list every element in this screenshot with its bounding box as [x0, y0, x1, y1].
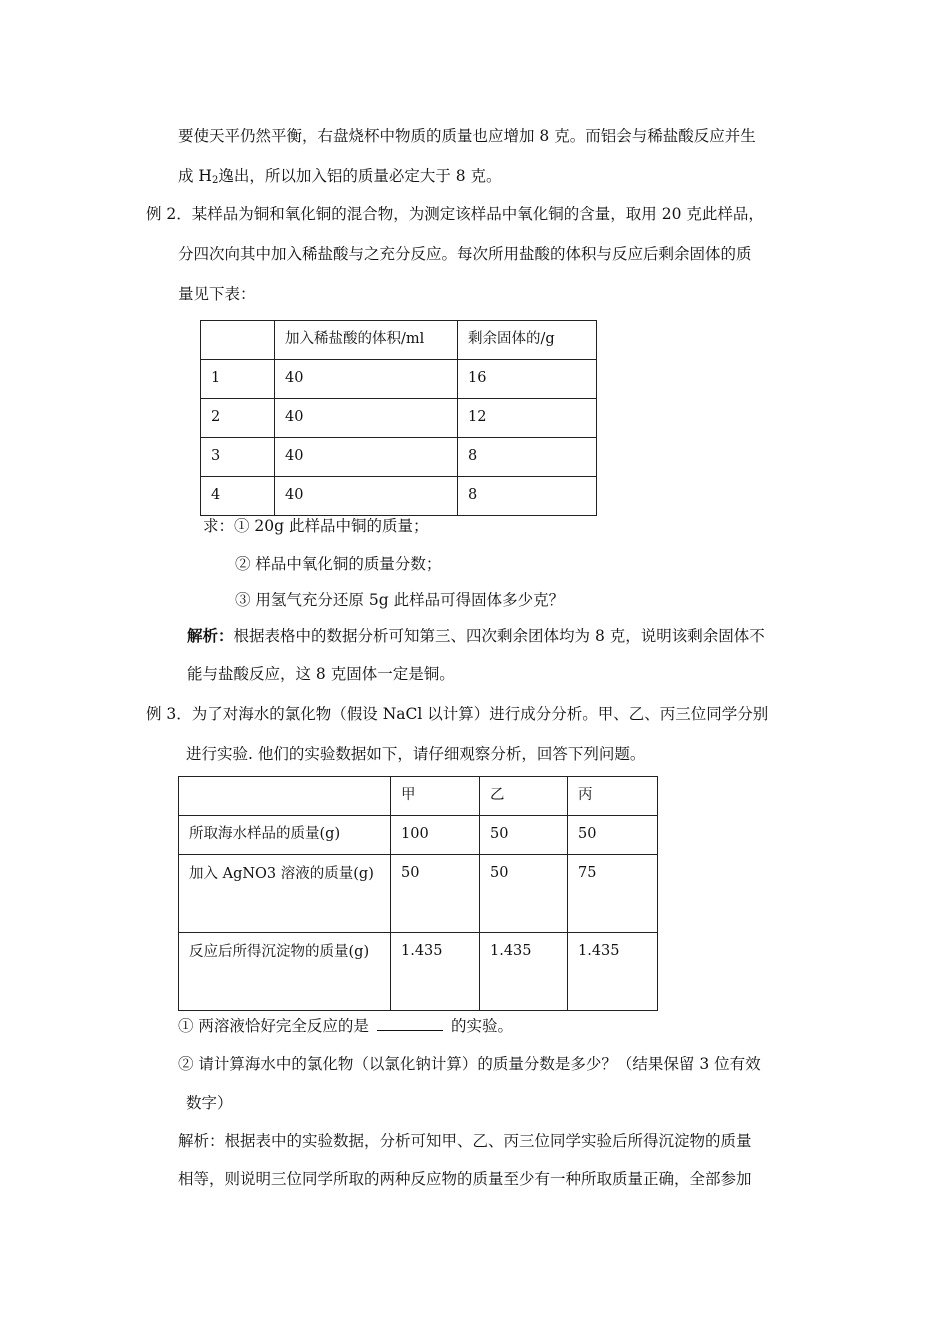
table-cell: 40 — [275, 477, 458, 516]
table-cell: 75 — [568, 855, 658, 933]
table-cell: 50 — [568, 816, 658, 855]
example-2-heading: 例 2．某样品为铜和氧化铜的混合物，为测定该样品中氧化铜的含量，取用 20 克此样品， — [146, 205, 764, 223]
table-cell: 50 — [480, 855, 568, 933]
table-cell: 1 — [201, 360, 275, 399]
table-row — [201, 399, 597, 438]
table-cell: 100 — [391, 816, 480, 855]
analysis-label: 解析： — [187, 626, 234, 645]
table-cell: 40 — [275, 360, 458, 399]
example-2-table — [200, 320, 597, 516]
table-cell: 剩余固体的/g — [458, 321, 597, 360]
question-line: 数字） — [186, 1094, 233, 1112]
table-cell: 8 — [458, 438, 597, 477]
table-cell: 50 — [480, 816, 568, 855]
table-cell — [201, 321, 275, 360]
text-fragment: ① 两溶液恰好完全反应的是 — [178, 1017, 369, 1035]
table-cell: 乙 — [480, 777, 568, 816]
table-cell: 反应后所得沉淀物的质量(g) — [179, 933, 391, 1011]
paragraph-line: 量见下表： — [178, 285, 256, 303]
table-cell: 加入 AgNO3 溶液的质量(g) — [179, 855, 391, 933]
table-cell: 16 — [458, 360, 597, 399]
analysis-line: 相等，则说明三位同学所取的两种反应物的质量至少有一种所取质量正确，全部参加 — [178, 1170, 752, 1188]
example-3-table — [178, 776, 658, 1011]
question-line: 求：① 20g 此样品中铜的质量； — [203, 517, 429, 535]
question-line: ② 样品中氧化铜的质量分数； — [235, 555, 442, 573]
table-row — [201, 438, 597, 477]
table-cell: 3 — [201, 438, 275, 477]
text-fragment: 成 H — [178, 167, 212, 185]
subscript: 2 — [211, 175, 219, 186]
example-3-heading: 例 3．为了对海水的氯化物（假设 NaCl 以计算）进行成分分析。甲、乙、丙三位同学分别 — [146, 705, 769, 723]
table-cell: 40 — [275, 399, 458, 438]
paragraph-line — [178, 166, 502, 191]
text-fragment: 逸出，所以加入铝的质量必定大于 8 克。 — [218, 167, 502, 185]
table-row — [179, 816, 658, 855]
text-fragment: 的实验。 — [450, 1017, 513, 1035]
answer-blank — [377, 1016, 443, 1031]
table-row — [201, 477, 597, 516]
table-cell: 12 — [458, 399, 597, 438]
table-cell: 甲 — [391, 777, 480, 816]
table-cell: 4 — [201, 477, 275, 516]
question-line: ③ 用氢气充分还原 5g 此样品可得固体多少克？ — [235, 591, 565, 609]
analysis-line: 能与盐酸反应，这 8 克固体一定是铜。 — [187, 665, 455, 683]
analysis-line — [187, 626, 765, 646]
table-row — [201, 360, 597, 399]
paragraph-line: 进行实验. 他们的实验数据如下，请仔细观察分析，回答下列问题。 — [186, 745, 646, 763]
table-row — [179, 855, 658, 933]
table-cell: 50 — [391, 855, 480, 933]
table-cell: 1.435 — [568, 933, 658, 1011]
table-cell — [179, 777, 391, 816]
question-line: ② 请计算海水中的氯化物（以氯化钠计算）的质量分数是多少？（结果保留 3 位有效 — [178, 1055, 761, 1073]
table-cell: 2 — [201, 399, 275, 438]
paragraph-line: 分四次向其中加入稀盐酸与之充分反应。每次所用盐酸的体积与反应后剩余固体的质 — [178, 245, 752, 263]
table-header-row — [179, 777, 658, 816]
table-cell: 40 — [275, 438, 458, 477]
text-fragment: 根据表格中的数据分析可知第三、四次剩余团体均为 8 克，说明该剩余固体不 — [233, 627, 765, 645]
question-line — [178, 1016, 513, 1036]
paragraph-line: 要使天平仍然平衡，右盘烧杯中物质的质量也应增加 8 克。而铝会与稀盐酸反应并生 — [178, 127, 756, 145]
table-cell: 加入稀盐酸的体积/ml — [275, 321, 458, 360]
analysis-line: 解析：根据表中的实验数据，分析可知甲、乙、丙三位同学实验后所得沉淀物的质量 — [178, 1132, 752, 1150]
table-cell: 丙 — [568, 777, 658, 816]
table-cell: 1.435 — [480, 933, 568, 1011]
table-cell: 8 — [458, 477, 597, 516]
table-cell: 所取海水样品的质量(g) — [179, 816, 391, 855]
table-header-row — [201, 321, 597, 360]
table-row — [179, 933, 658, 1011]
table-cell: 1.435 — [391, 933, 480, 1011]
